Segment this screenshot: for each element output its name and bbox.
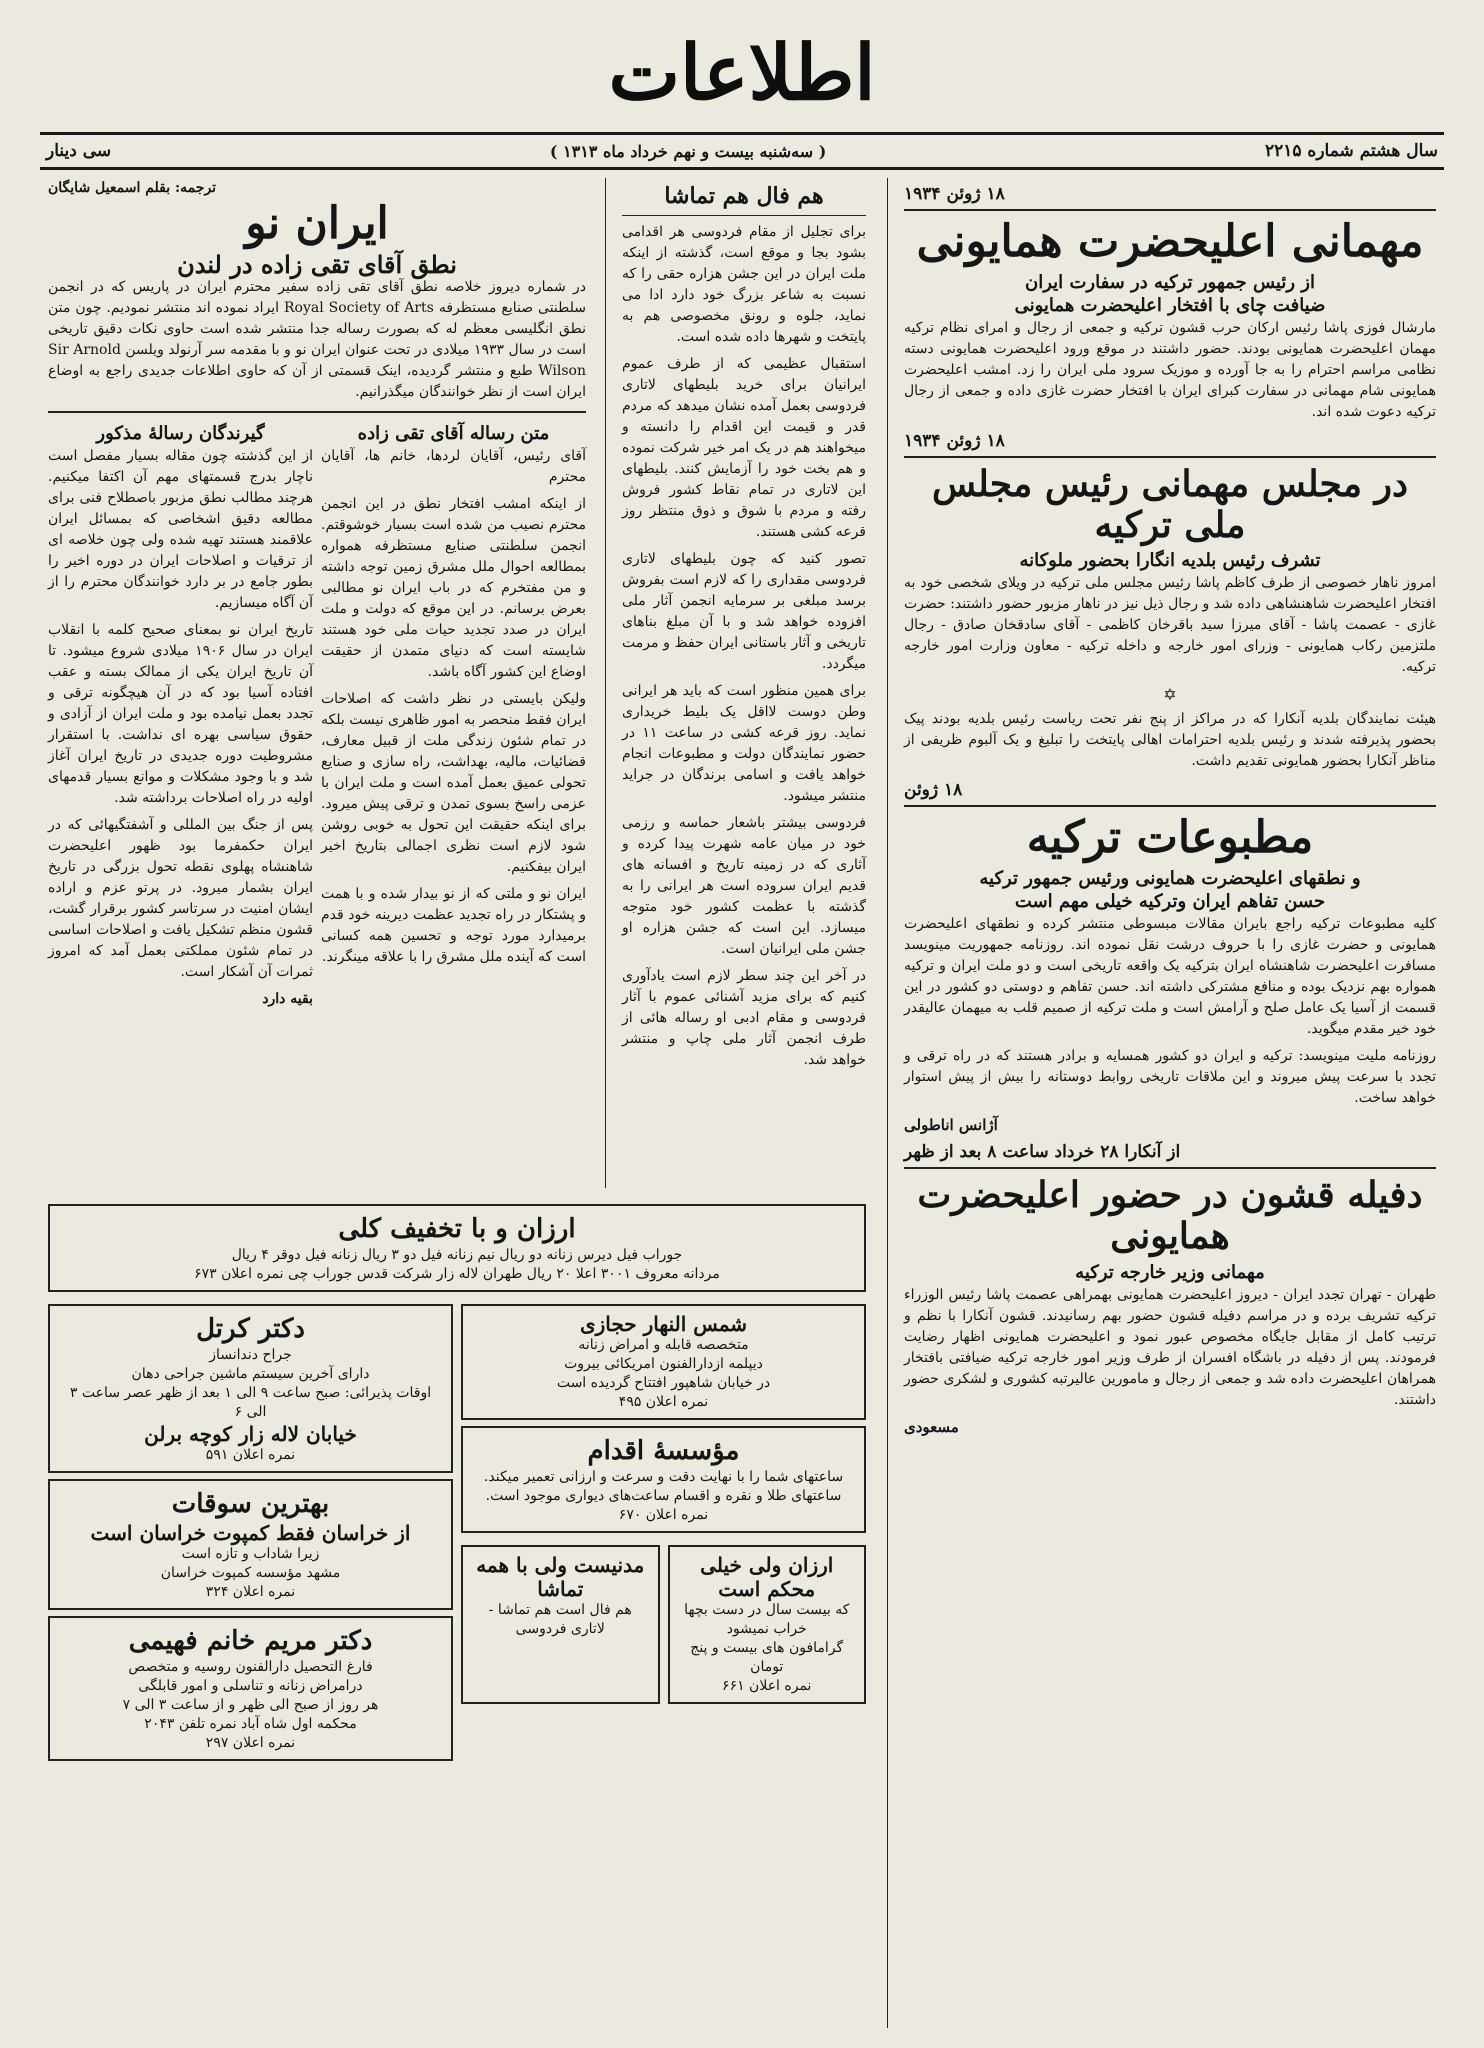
ad-text: هم فال است هم تماشا - لاتاری فردوسی (488, 1602, 632, 1637)
column-body: استقبال عظیمی که از طرف عموم ایرانیان برای خرید بلیطهای لاتاری فردوسی بعمل آمده نشان میدهد که مردم قدر و قیمت این اقدام را دانسته و میخواهند هم در یک امر خیر شرکت نموده و هم بخت خود را آزمایش کنند. بلیطهای این لاتاری در تمام نقاط کشور فروش رفته و مردم با شوق و ذوق منتظر روز قرعه کشی هستند. (622, 356, 866, 541)
ad-text: زیرا شاداب و تازه است (181, 1546, 320, 1562)
subhead: گیرندگان رسالۀ مذکور (96, 422, 265, 444)
ad-text: جوراب فیل دیرس زنانه دو ریال نیم زنانه فیل دو ۳ ریال زنانه فیل دوقر ۴ ریال (231, 1247, 683, 1263)
newspaper-title: اطلاعات (608, 28, 876, 117)
dateline-1: ۱۸ ژوئن ۱۹۳۴ (904, 182, 1436, 211)
ad-text: مردانه معروف ۳۰۰۱ اعلا ۲۰ ریال طهران لاله زار شرکت قدس جوراب چی نمره اعلان ۶۷۳ (194, 1266, 720, 1282)
ads-column-right (461, 1298, 866, 1767)
ad-title: بهترین سوقات (171, 1489, 330, 1519)
ad-number: نمره اعلان ۶۷۰ (618, 1507, 709, 1523)
article-body: تاریخ ایران نو بمعنای صحیح کلمه با انقلاب ایران در سال ۱۹۰۶ میلادی شروع میشود. تا آن تاریخ ایران یکی از ممالک بسته و عقب افتاده آسیا بود که در آن هیچگونه ترقی و تجدد بعمل نیامده بود و ملت ایران از آزادی و حقوق سیاسی بهره ای نداشت. با استقرار مشروطیت دوره جدیدی در تاریخ ایران آغاز شد و با وجود مشکلات و موانع بسیار قدمهای اولیه در راه اصلاحات برداشته شد. (48, 621, 314, 806)
ad-title: دکتر مریم خانم فهیمی (128, 1626, 373, 1656)
star-icon: ✡ (1163, 685, 1177, 705)
ads-column-left (48, 1298, 453, 1767)
column-body: تصور کنید که چون بلیطهای لاتاری فردوسی مقداری را که لازم است بفروش برسد مبلغی بر سرمایه انجمن آثار ملی افزوده خواهد شد و با آن مبلغ بناهای تاریخی و آثار باستانی ایران حفظ و مرمت میگردد. (622, 551, 866, 673)
column-body: برای تجلیل از مقام فردوسی هر اقدامی بشود بجا و موقع است، گذشته از اینکه ملت ایران در این جشن هزاره حقی را که نسبت به شاعر بزرگ خود دارد ادا می نماید، جلوه و رونق مخصوصی هم به پایتخت و شهرها داده شده است. (622, 224, 866, 346)
article-body: مارشال فوزی پاشا رئیس ارکان حرب قشون ترکیه و جمعی از رجال و امرای نظام ترکیه مهمان اعلیحضرت همایونی بودند. حضور داشتند در موقع ورود اعلیحضرت همایونی دسته نظامی مراسم احترام را به جا آورده و موزیک سرود ملی ایران را زد. امشب اعلیحضرت همایونی شام مهمانی در سفارت کبرای ایران با افتخار حضرت غازی داده و جمعی از رجال ترکیه دعوت شده اند. (904, 319, 1436, 420)
ad-lottery (461, 1545, 660, 1704)
article-body: آقای رئیس، آقایان لردها، خانم ها، آقایان محترم (321, 447, 586, 485)
ad-number: نمره اعلان ۴۹۵ (618, 1394, 709, 1410)
divider (622, 215, 866, 216)
subhead: متن رساله آقای تقی زاده (357, 422, 550, 444)
ad-text: گرامافون های بیست و پنج تومان (690, 1640, 844, 1675)
article-body: از این گذشته چون مقاله بسیار مفصل است ناچار بدرج قسمتهای مهم آن اکتفا میکنیم. هرچند مطالب نطق مزبور باصطلاح فنی برای مطالعه دقیق اشخاصی که بمسائل ایران علاقمند هستند تهیه شده ولی چون خلاصه ای از ترقیات و اصلاحات ایران در دوره اخیر را بطور جامع در بر دارد خوانندگان محترم را از آن آگاه میسازیم. (48, 447, 313, 611)
divider (48, 411, 586, 413)
dateline-3: ۱۸ ژوئن (904, 778, 1436, 807)
issue-date: ( سه‌شنبه بیست و نهم خرداد ماه ۱۳۱۳ ) (549, 141, 827, 161)
ad-title: شمس النهار حجازی (579, 1312, 748, 1336)
column-rule (605, 178, 606, 1188)
middle-column (614, 178, 874, 1178)
ad-title: مدنیست ولی با همه تماشا (476, 1553, 645, 1601)
article-body: طهران - تهران تجدد ایران - دیروز اعلیحضرت همایونی بهمراهی عصمت پاشا رئیس الوزراء ترکیه تشریف برده و در مراسم دفیله قشون حضور بهم رسانیدند. قشون آنکارا با نظم و ترتیب کامل از مقابل جایگاه مخصوص عبور نمود و اعلیحضرت همایونی اظهار رضایت فرمودند. پس از دفیله در باشگاه افسران از طرف وزیر امور خارجه ترکیه ضیافتی بافتخار همراهان اعلیحضرت داده شد و جمعی از رجال و مامورین عالیرتبه کشوری و لشکری حضور داشتند. (904, 1286, 1436, 1408)
ad-text: فارغ التحصیل دارالفنون روسیه و متخصص (128, 1659, 373, 1675)
ad-doctor (48, 1616, 453, 1761)
column-body: در آخر این چند سطر لازم است یادآوری کنیم که برای مزید آشنائی عموم با آثار فردوسی و مقام ادبی او رساله هائی از طرف انجمن آثار ملی چاپ و منتشر خواهد شد. (622, 968, 866, 1069)
ad-text: دیپلمه ازدارالفنون امریکائی بیروت (564, 1356, 763, 1372)
ad-title: ارزان و با تخفیف کلی (338, 1214, 576, 1244)
headline-assembly: در مجلس مهمانی رئیس مجلس ملی ترکیه (931, 462, 1409, 546)
ad-text: هر روز از صبح الی ظهر و از ساعت ۳ الی ۷ (122, 1697, 379, 1713)
ad-address: خیابان لاله زار کوچه برلن (144, 1422, 357, 1446)
ad-title: ارزان ولی خیلی محکم است (700, 1553, 834, 1601)
article-intro: در شماره دیروز خلاصه نطق آقای تقی زاده سفیر محترم ایران در پاریس که در انجمن سلطنتی صنایع مستظرفه Royal Society of Arts ایراد نموده اند منتشر نمودیم. چون متن نطق انگلیسی معظم له که بصورت رساله جدا منتشر شده است حاوی نکات دقیق تاریخی است در سال ۱۹۳۳ میلادی در تحت عنوان ایران نو و با مقدمه سر آرنولد ویلسن Sir Arnold Wilson طبع و منتشر گردیده، اینک قسمتی از آن که حاوی اطلاعات جدیدی راجع به اوضاع ایران است از نظر خوانندگان میگذرانیم. (48, 278, 587, 400)
ad-text: محکمه اول شاه آباد نمره تلفن ۲۰۴۳ (144, 1716, 357, 1732)
ad-text: دارای آخرین سیستم ماشین جراحی دهان (131, 1366, 370, 1382)
subhead: از رئیس جمهور ترکیه در سفارت ایران (1025, 271, 1315, 293)
subcolumn-left (48, 421, 313, 1010)
issue-number: سال هشتم شماره ۲۲۱۵ (1264, 141, 1438, 161)
ad-number: نمره اعلان ۲۹۷ (205, 1735, 296, 1751)
ad-gramophone (668, 1545, 867, 1704)
ad-title: مؤسسۀ اقدام (587, 1436, 740, 1466)
continued-note: بقیه دارد (262, 990, 313, 1007)
ad-number: نمره اعلان ۳۲۴ (205, 1584, 296, 1600)
translator-credit: ترجمه: بقلم اسمعیل شایگان (48, 180, 217, 196)
newspaper-page (40, 18, 1444, 2028)
subhead: و نطقهای اعلیحضرت همایونی ورئیس جمهور ترکیه (979, 867, 1361, 889)
article-body: پس از جنگ بین المللی و آشفتگیهائی که در ایران حکمفرما بود ظهور اعلیحضرت شاهنشاه پهلوی نقطه تحول بزرگی در تاریخ ایران بشمار میرود. در پرتو عزم و اراده ایشان امنیت در سرتاسر کشور برقرار گشت، قشون منظم تشکیل یافت و اصلاحات اساسی در تمام شئون مملکتی بعمل آمد که امروز ثمرات آن آشکار است. (48, 816, 313, 980)
ad-compote (48, 1479, 453, 1610)
ad-text: که بیست سال در دست بچها خراب نمیشود (684, 1602, 850, 1637)
column-body: برای همین منظور است که باید هر ایرانی وطن دوست لااقل یک بلیط خریداری نماید. روز قرعه کشی در ساعت ۱۱ در حضور نمایندگان دولت و مطبوعات انجام خواهد یافت و اسامی برندگان در جراید منتشر میشود. (622, 683, 866, 805)
article-body: هیئت نمایندگان بلدیه آنکارا که در مراکز از پنج نفر تحت ریاست رئیس بلدیه بودند پیک بحضور پذیرفته شدند و رئیس بلدیه احترامات اهالی پایتخت را تبلیغ و یک آلبوم ظریفی از مناظر آنکارا بحضور همایونی تقدیم داشت. (904, 711, 1436, 770)
ad-text: جراح دندانساز (209, 1347, 292, 1363)
ad-title: دکتر کرتل (196, 1314, 305, 1344)
subhead: مهمانی وزیر خارجه ترکیه (1075, 1261, 1265, 1283)
ad-midwife (461, 1304, 866, 1420)
author-signature: مسعودی (904, 1417, 959, 1436)
subhead: ضیافت چای با افتخار اعلیحضرت همایونی (1014, 294, 1326, 316)
subcolumn-right (321, 421, 586, 1010)
ads-area (40, 1198, 874, 1767)
ad-text: درامراض زنانه و تناسلی و امور قابلگی (138, 1678, 363, 1694)
headline-iran-no: ایران نو (245, 198, 389, 249)
ad-number: نمره اعلان ۵۹۱ (205, 1447, 296, 1463)
dateline-4: از آنکارا ۲۸ خرداد ساعت ۸ بعد از ظهر (904, 1140, 1436, 1169)
ad-number: نمره اعلان ۶۶۱ (722, 1678, 812, 1694)
ad-stockings (48, 1204, 866, 1292)
article-body: امروز ناهار خصوصی از طرف کاظم پاشا رئیس مجلس ملی ترکیه در ویلای شخصی خود به افتخار اعلیحضرت شاهنشاهی داده شد و رجال ذیل نیز در ناهار مزبور حضور داشتند: حضرت غازی - عصمت پاشا - آقای میرزا سید باقرخان کاظمی - آقای سادقخان صادق - رجال ملتزمین رکاب همایونی - وزرای امور خارجه و داخله ترکیه - معاون وزارت امور خارجه ترکیه. (904, 575, 1436, 676)
ad-text: ساعتهای شما را با نهایت دقت و سرعت و ارزانی تعمیر میکند. ساعتهای طلا و نقره و اقسام ساعت‌های دیواری موجود است. (483, 1469, 844, 1504)
price: سی دینار (46, 141, 112, 161)
ad-text: متخصصه قابله و امراض زنانه (578, 1337, 749, 1353)
article-body: روزنامه ملیت مینویسد: ترکیه و ایران دو کشور همسایه و برادر هستند که در راه ترقی و تجدد با سرعت پیش میروند و این ملاقات تاریخی روابط دوستانه را بیش از پیش استوار خواهد ساخت. (904, 1047, 1436, 1106)
ad-text: مشهد مؤسسه کمپوت خراسان (160, 1565, 341, 1581)
dateline (40, 132, 1444, 170)
ad-text: اوقات پذیرائی: صبح ساعت ۹ الی ۱ بعد از ظهر عصر ساعت ۳ الی ۶ (69, 1385, 432, 1420)
ad-watch-repair (461, 1426, 866, 1533)
right-column (896, 178, 1444, 1442)
headline-royal-reception: مهمانی اعلیحضرت همایونی (916, 216, 1424, 267)
left-column (40, 178, 594, 1188)
two-column-text (48, 421, 586, 1010)
article-body: کلیه مطبوعات ترکیه راجع بایران مقالات مبسوطی منتشر کرده و نطقهای اعلیحضرت همایونی و حضرت غازی را با حروف درشت نقل نموده اند. روزنامه جمهوریت مینویسد مسافرت اعلیحضرت شاهنشاه ایران بترکیه یک واقعه تاریخی است و دو ملت ایران و ترکیه همواره بهم نزدیک بوده و منافع مشترکی داشته اند. حسن تفاهم و دوستی دو کشور در این قسمت از آسیا یک عامل صلح و آرامش است و ملت ترکیه از صمیم قلب به میهمان عالیقدر خود خیر مقدم میگوید. (904, 915, 1436, 1037)
headline-turkish-press: مطبوعات ترکیه (1026, 812, 1314, 864)
ad-text: در خیابان شاهپور افتتاح گردیده است (556, 1375, 771, 1391)
dateline-2: ۱۸ ژوئن ۱۹۳۴ (904, 429, 1436, 458)
article-body: از اینکه امشب افتخار نطق در این انجمن محترم نصیب من شده است بسیار خوشوقتم. انجمن سلطنتی صنایع مستظرفه همواره بمطالعه احوال ملل مشرق زمین توجه داشته و من مفتخرم که در باب ایران نو مطالبی بعرض برسانم. در این موقع که دولت و ملت ایران در صدد تجدید حیات ملی خود هستند شایسته است که دنیای متمدن از حقیقت اوضاع این کشور آگاه باشد. (321, 495, 586, 680)
subhead: نطق آقای تقی زاده در لندن (177, 249, 457, 279)
ads-row (48, 1298, 866, 1767)
column-title: هم فال هم تماشا (664, 183, 824, 209)
masthead (40, 18, 1444, 128)
ad-text: از خراسان فقط کمپوت خراسان است (90, 1521, 411, 1545)
agency-signature: آژانس اناطولی (904, 1115, 998, 1134)
article-body: ولیکن بایستی در نظر داشت که اصلاحات ایران فقط منحصر به امور ظاهری نیست بلکه در تمام شئون زندگی ملت از قبیل معارف، قضائیات، مالیه، بهداشت، راه سازی و صنایع تحولی عمیق بعمل آمده است و ملت ایران با عزمی راسخ بسوی تمدن و ترقی پیش میرود. برای اینکه حقیقت این تحول به خوبی روشن شود لازم است نظری اجمالی بتاریخ اخیر ایران بیفکنیم. (321, 690, 586, 875)
column-rule (887, 178, 888, 2028)
ad-dentist (48, 1304, 453, 1473)
article-body: ایران نو و ملتی که از نو بیدار شده و با همت و پشتکار در راه تجدید عظمت دیرینه خود قدم برمیدارد مورد توجه و تحسین همه کسانی است که آینده ملل مشرق را با علاقه مینگرند. (321, 885, 586, 965)
column-body: فردوسی بیشتر باشعار حماسه و رزمی خود در میان عامه شهرت پیدا کرده و آثاری که در زمینه تاریخ و افسانه های قدیم ایران سروده است هر ایرانی را به گذشته با عظمت کشور خود متوجه میسازد. این است که جشن هزاره او جشن ملی ایرانیان است. (622, 815, 866, 958)
subhead: تشرف رئیس بلدیه انگارا بحضور ملوکانه (1019, 550, 1321, 572)
ads-row (461, 1539, 866, 1710)
headline-parade: دفیله قشون در حضور اعلیحضرت همایونی (917, 1173, 1423, 1258)
subhead: حسن تفاهم ایران وترکیه خیلی مهم است (1014, 890, 1326, 912)
